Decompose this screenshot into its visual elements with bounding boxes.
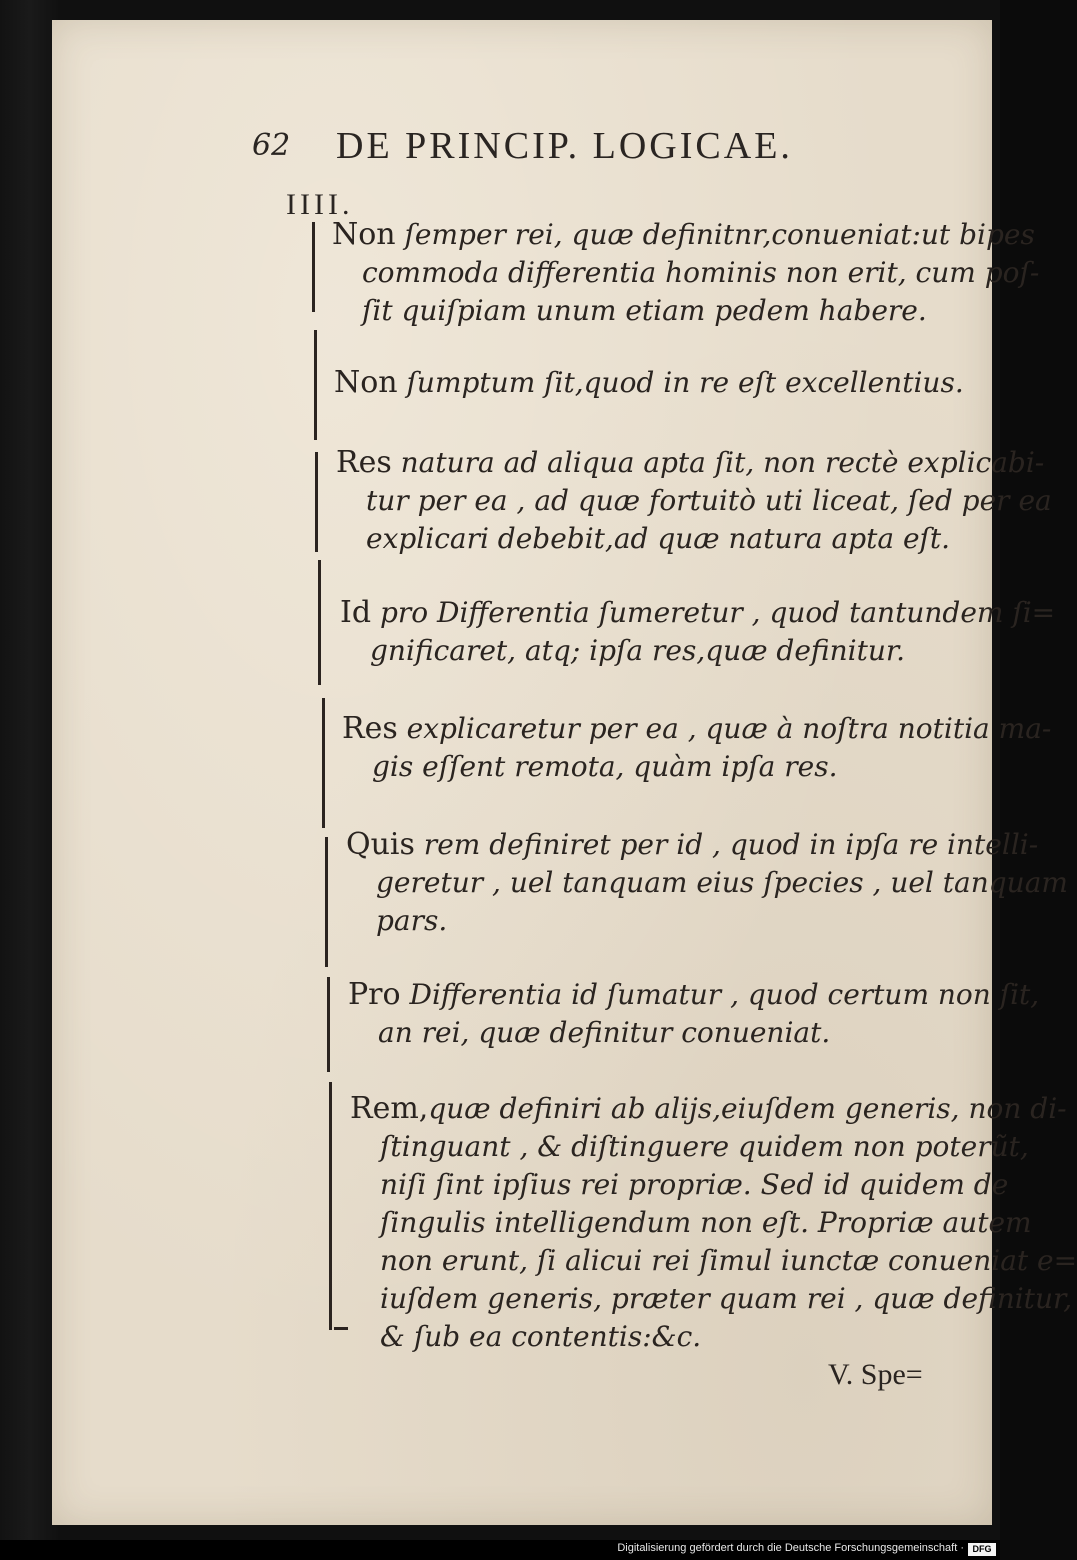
entry-line: non erunt, ſi alicui rei ſimul iunctæ conueniat e= <box>380 1244 1077 1277</box>
entry-line: explicaretur per ea , quæ à noſtra notitia ma- <box>397 712 1052 745</box>
running-head: DE PRINCIP. LOGICAE. <box>336 125 793 167</box>
bracket-segment <box>329 1082 332 1330</box>
entry-line: ſtinguant , & diſtinguere quidem non poterũt, <box>380 1130 1029 1163</box>
entry-line: gis eſſent remota, quàm ipſa res. <box>372 750 838 783</box>
entry-line: explicari debebit,ad quæ natura apta eſt. <box>366 522 951 555</box>
entry-line: pars. <box>376 904 448 937</box>
dfg-logo-icon: DFG <box>968 1543 996 1556</box>
bracket-foot <box>334 1327 348 1330</box>
section-number: IIII. <box>286 188 354 221</box>
entry-lead: Non <box>334 365 398 400</box>
bracket-segment <box>325 837 328 967</box>
entry-8 <box>350 1090 1077 1356</box>
entry-4 <box>340 594 1056 670</box>
entry-lead: Non <box>332 217 396 252</box>
bracket-segment <box>327 977 330 1072</box>
entry-lead: Rem, <box>350 1091 429 1126</box>
catchword: V. Spe= <box>828 1358 923 1391</box>
entry-line: niſi ſint ipſius rei propriæ. Sed id quidem de <box>380 1168 1009 1201</box>
entry-2 <box>334 364 964 402</box>
entry-line: an rei, quæ definitur conueniat. <box>378 1016 831 1049</box>
footer-credit: Digitalisierung gefördert durch die Deutsche Forschungsgemeinschaft · <box>617 1542 964 1554</box>
bracket-segment <box>312 222 315 312</box>
footer-bar <box>0 1540 1000 1560</box>
entry-line: pro Differentia ſumeretur , quod tantundem ſi= <box>371 596 1056 629</box>
entry-line: ſit quiſpiam unum etiam pedem habere. <box>362 294 927 327</box>
entry-lead: Id <box>340 595 372 630</box>
entry-line: & ſub ea contentis:&c. <box>380 1320 702 1353</box>
entry-line: rem definiret per id , quod in ipſa re intelli- <box>414 828 1039 861</box>
entry-line: tur per ea , ad quæ fortuitò uti liceat, ſed per ea <box>366 484 1052 517</box>
entry-5 <box>342 710 1052 786</box>
entry-line: gnificaret, atq; ipſa res,quæ definitur. <box>370 634 906 667</box>
bracket-segment <box>322 698 325 828</box>
entry-lead: Res <box>342 711 398 746</box>
entry-line: Differentia id ſumatur , quod certum non ſit, <box>400 978 1040 1011</box>
entry-line: ſumptum ſit,quod in re eſt excellentius. <box>397 366 964 399</box>
entry-7 <box>348 976 1040 1052</box>
entry-lead: Pro <box>348 977 401 1012</box>
entry-3 <box>336 444 1052 558</box>
entry-lead: Quis <box>346 827 415 862</box>
entry-line: natura ad aliqua apta ſit, non rectè explicabi- <box>391 446 1045 479</box>
entry-line: ſingulis intelligendum non eſt. Propriæ autem <box>380 1206 1032 1239</box>
entry-line: quæ definiri ab alijs,eiuſdem generis, non di- <box>428 1092 1067 1125</box>
bracket-segment <box>314 330 317 440</box>
entry-1 <box>332 216 1040 330</box>
bracket-segment <box>315 452 318 552</box>
entry-line: geretur , uel tanquam eius ſpecies , uel tanquam <box>376 866 1068 899</box>
entry-line: ſemper rei, quæ definitnr,conueniat:ut bipes <box>395 218 1035 251</box>
page-number: 62 <box>252 128 291 163</box>
bracket-segment <box>318 560 321 685</box>
entry-line: commoda differentia hominis non erit, cum poſ- <box>362 256 1040 289</box>
entry-line: iuſdem generis, præter quam rei , quæ definitur, <box>380 1282 1073 1315</box>
entry-lead: Res <box>336 445 392 480</box>
entry-6 <box>346 826 1068 940</box>
